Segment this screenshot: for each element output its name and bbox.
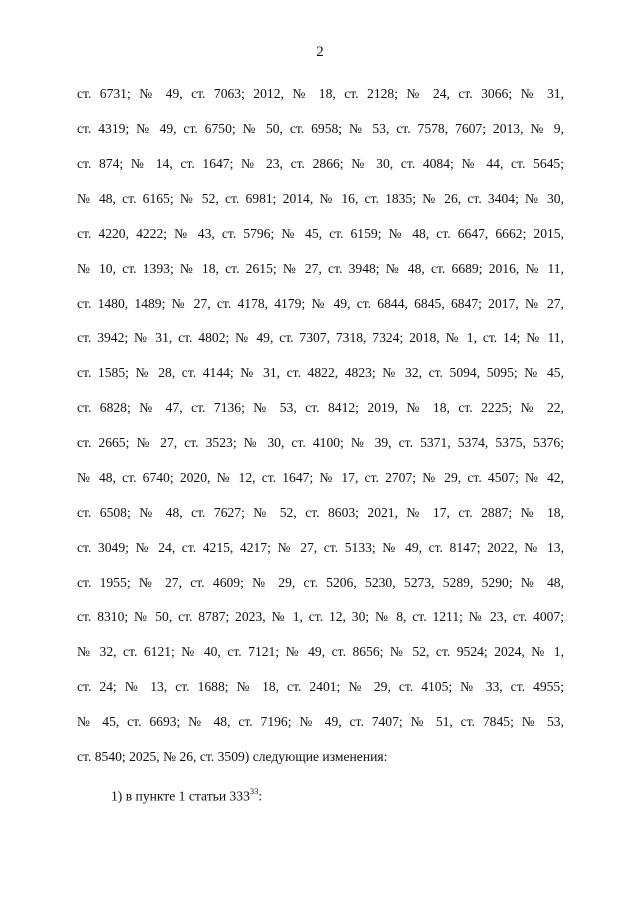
body-line: ст. 24; № 13, ст. 1688; № 18, ст. 2401; № 29, ст. 4105; № 33, ст. 4955; — [77, 679, 564, 694]
body-line: № 32, ст. 6121; № 40, ст. 7121; № 49, ст. 8656; № 52, ст. 9524; 2024, № 1, — [77, 644, 564, 659]
list-item-text: 1) в пункте 1 статьи 333 — [111, 788, 250, 804]
body-line: ст. 1585; № 28, ст. 4144; № 31, ст. 4822, 4823; № 32, ст. 5094, 5095; № 45, — [77, 365, 564, 380]
list-item — [111, 782, 262, 807]
body-line: ст. 1480, 1489; № 27, ст. 4178, 4179; № 49, ст. 6844, 6845, 6847; 2017, № 27, — [77, 296, 564, 311]
body-line: ст. 6731; № 49, ст. 7063; 2012, № 18, ст. 2128; № 24, ст. 3066; № 31, — [77, 86, 564, 101]
body-line: ст. 6828; № 47, ст. 7136; № 53, ст. 8412; 2019, № 18, ст. 2225; № 22, — [77, 400, 564, 415]
body-line: ст. 874; № 14, ст. 1647; № 23, ст. 2866; № 30, ст. 4084; № 44, ст. 5645; — [77, 156, 564, 171]
body-line: ст. 4319; № 49, ст. 6750; № 50, ст. 6958; № 53, ст. 7578, 7607; 2013, № 9, — [77, 121, 564, 136]
body-line: ст. 3942; № 31, ст. 4802; № 49, ст. 7307, 7318, 7324; 2018, № 1, ст. 14; № 11, — [77, 330, 564, 345]
list-item-suffix: : — [258, 788, 263, 804]
body-line-last: ст. 8540; 2025, № 26, ст. 3509) следующие изменения: — [77, 749, 388, 764]
body-line: ст. 3049; № 24, ст. 4215, 4217; № 27, ст. 5133; № 49, ст. 8147; 2022, № 13, — [77, 540, 564, 555]
body-line: ст. 6508; № 48, ст. 7627; № 52, ст. 8603; 2021, № 17, ст. 2887; № 18, — [77, 505, 564, 520]
body-line: № 45, ст. 6693; № 48, ст. 7196; № 49, ст. 7407; № 51, ст. 7845; № 53, — [77, 714, 564, 729]
body-line: № 48, ст. 6740; 2020, № 12, ст. 1647; № 17, ст. 2707; № 29, ст. 4507; № 42, — [77, 470, 564, 485]
article-superscript: 33 — [249, 786, 259, 796]
body-line: № 48, ст. 6165; № 52, ст. 6981; 2014, № 16, ст. 1835; № 26, ст. 3404; № 30, — [77, 191, 564, 206]
page-number: 2 — [316, 44, 324, 60]
body-line: ст. 1955; № 27, ст. 4609; № 29, ст. 5206, 5230, 5273, 5289, 5290; № 48, — [77, 575, 564, 590]
body-line: ст. 2665; № 27, ст. 3523; № 30, ст. 4100; № 39, ст. 5371, 5374, 5375, 5376; — [77, 435, 564, 450]
body-line: ст. 8310; № 50, ст. 8787; 2023, № 1, ст. 12, 30; № 8, ст. 1211; № 23, ст. 4007; — [77, 609, 564, 624]
body-line: № 10, ст. 1393; № 18, ст. 2615; № 27, ст. 3948; № 48, ст. 6689; 2016, № 11, — [77, 261, 564, 276]
body-line: ст. 4220, 4222; № 43, ст. 5796; № 45, ст. 6159; № 48, ст. 6647, 6662; 2015, — [77, 226, 564, 241]
